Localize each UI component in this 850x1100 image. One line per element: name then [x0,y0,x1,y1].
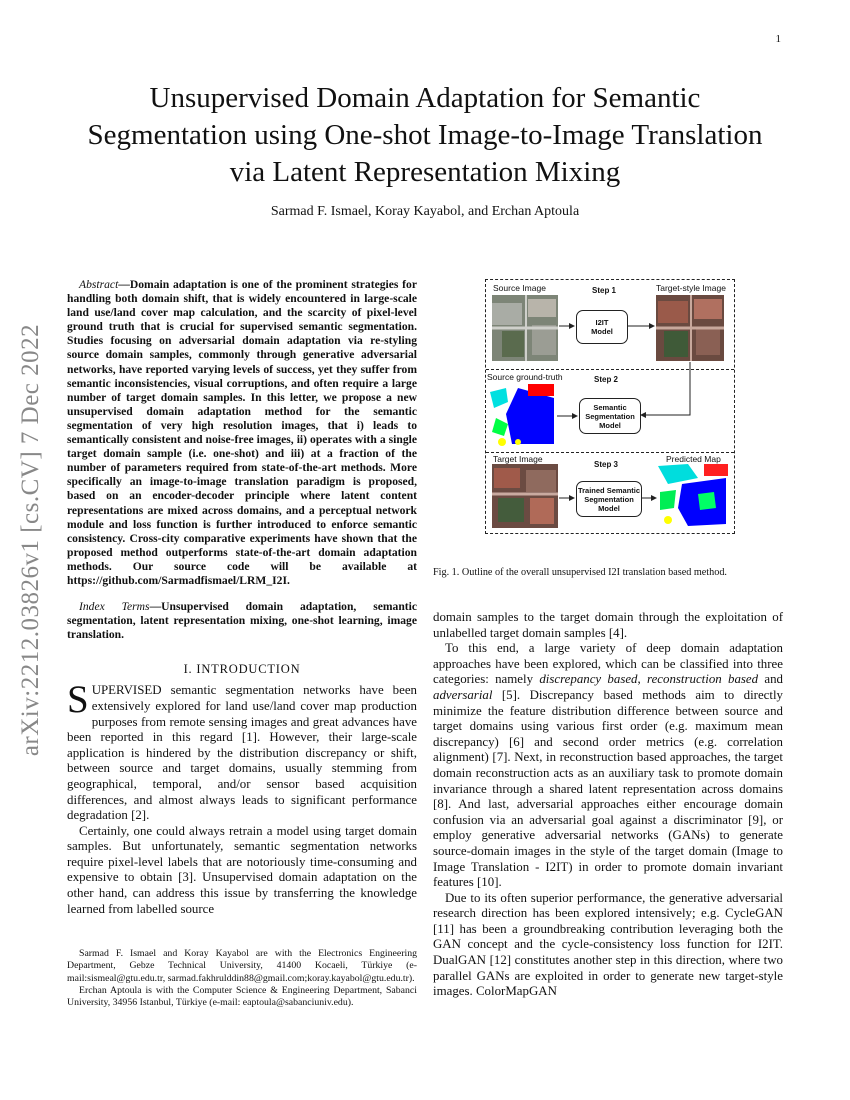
segmentation-model-box: Semantic Segmentation Model [579,398,641,434]
abstract-label: Abstract [79,278,119,291]
abstract [67,278,417,588]
intro-paragraph-1 [67,678,417,823]
italic-term: adversarial [433,687,493,702]
figure-caption: Fig. 1. Outline of the overall unsupervised I2I translation based method. [433,567,727,578]
text-run: , [637,672,648,687]
text-run: and [758,672,784,687]
footnotes [67,948,417,1009]
figure-1 [485,279,735,534]
right-column [433,610,783,1000]
right-paragraph-3: Due to its often superior performance, the generative adversarial research direction has been explored intensively; e.g. CycleGAN [11] has been a groundbreaking contribution leveraging both the GAN concept and the cycle-consistency loss function for I2IT. DualGAN [12] constitutes another step in this direction, where two parallel GANs are exploited in order to generate new target-style images. ColorMapGAN [433,890,783,999]
footnote-2: Erchan Aptoula is with the Computer Science & Engineering Department, Sabanci University, 34956 Istanbul, Türkiye (e-mail: eaptoula@sabanciuniv.edu). [67,984,417,1009]
right-paragraph-2 [433,641,783,891]
right-paragraph-1: domain samples to the target domain through the exploitation of unlabelled target domain samples [4]. [433,610,783,640]
label-target-image: Target Image [493,454,543,464]
italic-term: reconstruction based [647,672,759,687]
label-source-image: Source Image [493,283,546,293]
text-run: [5]. Discrepancy based methods aim to directly minimize the feature distribution difference between source and target domains using various first order (e.g. maximum mean discrepancy) [6] and second order metrics (e.g. correlation alignment) [7]. Next, in reconstruction based approaches, the target domain reconstruction acts as an auxiliary task to promote domain invariance through a shared latent representation across domains [8]. And last, adversarial approaches either encourage domain confusion via an adversarial goal against a discriminator [9], or employ generative adversarial networks (GANs) to generate source-domain images in the style of the target domain (Image to Image Translation - I2IT) in order to promote domain invariant features [10]. [433,687,783,890]
index-terms [67,600,417,642]
arxiv-sidebar [12,300,50,780]
intro-paragraph-2: Certainly, one could always retrain a model using target domain samples. But unfortunately, semantic segmentation networks require pixel-level labels that are notoriously time-consuming and expensive to obtain [3]. Unsupervised domain adaptation on the other hand, can address this issue by transferring the knowledge learned from labelled source [67,823,417,916]
label-predicted-map: Predicted Map [666,454,721,464]
arxiv-id: arXiv:2212.03826v1 [cs.CV] 7 Dec 2022 [17,323,44,757]
page-number: 1 [775,33,781,45]
trained-segmentation-model-box: Trained Semantic Segmentation Model [576,481,642,517]
label-step-2: Step 2 [594,375,619,384]
label-source-ground-truth: Source ground-truth [487,372,563,382]
paper-title: Unsupervised Domain Adaptation for Semantic Segmentation using One-shot Image-to-Image Translation via Latent Representation Mixing [87,82,763,188]
label-target-style-image: Target-style Image [656,283,726,293]
section-heading-introduction: I. INTRODUCTION [183,662,301,677]
footnote-1: Sarmad F. Ismael and Koray Kayabol are with the Electronics Engineering Department, Gebze Technical University, 41400 Kocaeli, Türkiye (e-mail:sismeal@gtu.edu.tr, sarmad.fakhrulddin88@gmail.com;koray.kayabol@gtu.edu.tr). [67,948,417,984]
i2it-model-box: I2IT Model [576,310,628,344]
intro-p1-text: UPERVISED semantic segmentation networks have been extensively explored for land use/land cover map production purposes from remote sensing images and great advances have been reported in this regard [1]. However, their large-scale application is hindered by the distribution discrepancy or shift, between source and target domains, usually stemming from geographical, temporal, and/or sensor based acquisition differences, and almost always leads to significant performance degradation [2]. [67,683,417,823]
text-run: To this end, a large variety of deep domain adaptation approaches have been explored, which can be classified into three categories: namely [433,641,783,687]
figure-arrows [486,280,734,533]
abstract-text: —Domain adaptation is one of the prominent strategies for handling both domain shift, that is widely encountered in large-scale land use/land cover map calculation, and the scarcity of pixel-level ground truth that is crucial for supervised semantic segmentation. Studies focusing on adversarial domain adaptation via re-styling source domain samples, commonly through generative adversarial networks, have reported varying levels of success, yet they suffer from semantic inconsistencies, visual corruptions, and often require a large number of target domain samples. In this letter, we propose a new unsupervised domain adaptation method for the semantic segmentation of very high resolution images, that i) leads to semantically consistent and noise-free images, ii) operates with a single target domain sample (i.e. one-shot) and iii) at a fraction of the number of parameters required from state-of-the-art methods. More specifically an image-to-image translation paradigm is proposed, based on an encoder-decoder principle where latent content representations are mixed across domains, and a perceptual network module and loss function is further introduced to enforce semantic consistency. Cross-city comparative experiments have shown that the proposed method outperforms state-of-the-art domain adaptation methods. Our source code will be available at https://github.com/Sarmadfismael/LRM_I2I. [67,278,417,587]
drop-cap: S [67,678,89,722]
label-step-1: Step 1 [592,286,617,295]
index-terms-text: —Unsupervised domain adaptation, semantic segmentation, latent representation mixing, one-shot learning, image translation. [67,600,417,642]
left-column [67,278,417,917]
label-step-3: Step 3 [594,460,619,469]
authors: Sarmad F. Ismael, Koray Kayabol, and Erchan Aptoula [270,204,580,219]
index-terms-label: Index Terms [79,600,150,614]
italic-term: discrepancy based [539,672,638,687]
